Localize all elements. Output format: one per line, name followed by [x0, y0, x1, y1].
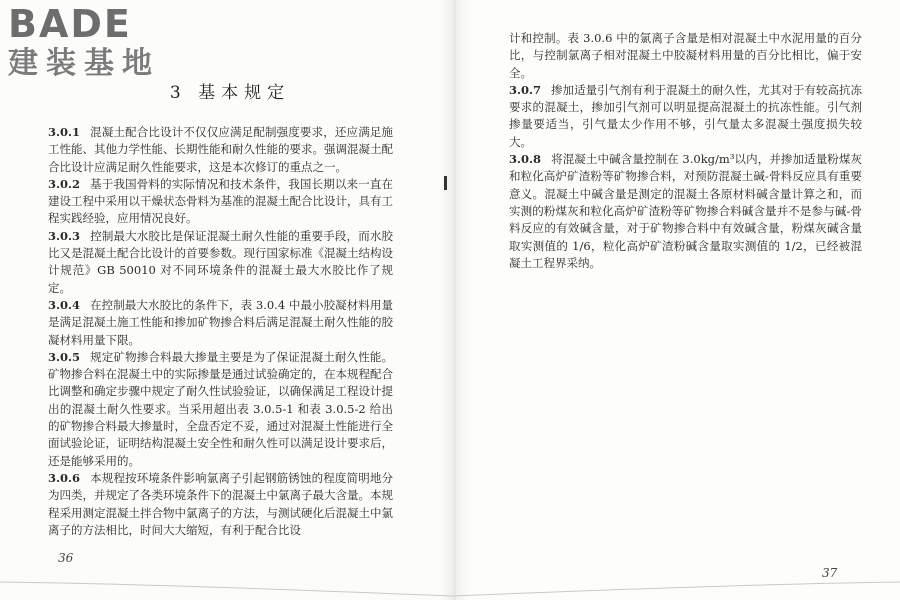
clause-number: 3.0.4 [48, 297, 81, 312]
clause-text: 掺加适量引气剂有利于混凝土的耐久性，尤其对于有较高抗冻要求的混凝土，掺加引气剂可以明显提高混凝土的抗冻性能。引气剂掺量要适当，引气量太少作用不够，引气量太多混凝土强度损失较大。 [509, 82, 862, 149]
gutter-binding-mark [444, 176, 447, 190]
clause-text: 基于我国骨料的实际情况和技术条件，我国长期以来一直在建设工程中采用以干燥状态骨料为基准的混凝土配合比设计，具有工程实践经验，应用情况良好。 [48, 176, 393, 226]
continuation-text: 计和控制。表 3.0.6 中的氯离子含量是相对混凝土中水泥用量的百分比，与控制氯离子相对混凝土中胶凝材料用量的百分比相比，偏于安全。 [509, 31, 862, 80]
clause-number: 3.0.1 [48, 125, 81, 139]
clause-text: 混凝土配合比设计不仅仅应满足配制强度要求，还应满足施工性能、其他力学性能、长期性能和耐久性能的要求。强调混凝土配合比设计应满足耐久性能要求，这是本次修订的重点之一。 [48, 125, 393, 174]
clause-paragraph [48, 124, 393, 176]
clause-paragraph [48, 228, 393, 297]
clause-paragraph [509, 151, 862, 272]
continuation-paragraph [509, 30, 862, 82]
logo-text-cn: 建装基地 [8, 46, 160, 81]
clause-paragraph [48, 297, 393, 349]
left-body-text [48, 124, 393, 539]
clause-text: 控制最大水胶比是保证混凝土耐久性能的重要手段，而水胶比又是混凝土配合比设计的首要参数。现行国家标准《混凝土结构设计规范》GB 50010 对不同环境条件的混凝土最大水胶比作了规定。 [48, 228, 393, 295]
page-number-right: 37 [822, 566, 838, 580]
watermark-logo [8, 4, 176, 86]
page-number-left: 36 [58, 551, 74, 565]
clause-number: 3.0.8 [509, 152, 542, 167]
clause-number: 3.0.5 [48, 349, 81, 364]
clause-text: 本规程按环境条件影响氯离子引起钢筋锈蚀的程度简明地分为四类，并规定了各类环境条件下的混凝土中氯离子最大含量。本规程采用测定混凝土拌合物中氯离子的方法，与测试硬化后混凝土中氯离子的方法相比，时间大大缩短，有利于配合比设 [48, 470, 393, 537]
clause-paragraph [509, 82, 862, 151]
clause-text: 将混凝土中碱含量控制在 3.0kg/m³以内，并掺加适量粉煤灰和粒化高炉矿渣粉等矿物掺合料，对预防混凝土碱-骨料反应具有重要意义。混凝土中碱含量是测定的混凝土各原材料碱含量计算之和，而实测的粉煤灰和粒化高炉矿渣粉等矿物掺合料碱含量并不是参与碱-骨料反应的有效碱含量，对于矿物掺合料中有效碱含量，粉煤灰碱含量取实测值的 1/6，粒化高炉矿渣粉碱含量取实测值的 1/2，已经被混凝土工程界采纳。 [509, 152, 862, 270]
clause-number: 3.0.3 [48, 228, 81, 243]
clause-text: 在控制最大水胶比的条件下，表 3.0.4 中最小胶凝材料用量是满足混凝土施工性能和掺加矿物掺合料后满足混凝土耐久性能的胶凝材料用量下限。 [48, 297, 393, 347]
right-body-text [509, 30, 862, 272]
clause-paragraph [48, 349, 393, 470]
chapter-title: 3 基本规定 [169, 83, 291, 103]
clause-text: 规定矿物掺合料最大掺量主要是为了保证混凝土耐久性能。矿物掺合料在混凝土中的实际掺量是通过试验确定的，在本规程配合比调整和确定步骤中规定了耐久性试验验证，以确保满足工程设计提出的混凝土耐久性要求。当采用超出表 3.0.5-1 和表 3.0.5-2 给出的矿物掺合料最大掺量时，全盘否定不妥，通过对混凝土性能进行全面试验论证，证明结构混凝土安全性和耐久性可以满足设计要求后，还是能够采用的。 [48, 349, 393, 468]
clause-paragraph [48, 470, 393, 539]
logo-text-en: BADE [8, 2, 132, 46]
clause-number: 3.0.2 [48, 176, 81, 191]
clause-number: 3.0.6 [48, 470, 81, 485]
clause-number: 3.0.7 [509, 82, 542, 97]
clause-paragraph [48, 176, 393, 228]
